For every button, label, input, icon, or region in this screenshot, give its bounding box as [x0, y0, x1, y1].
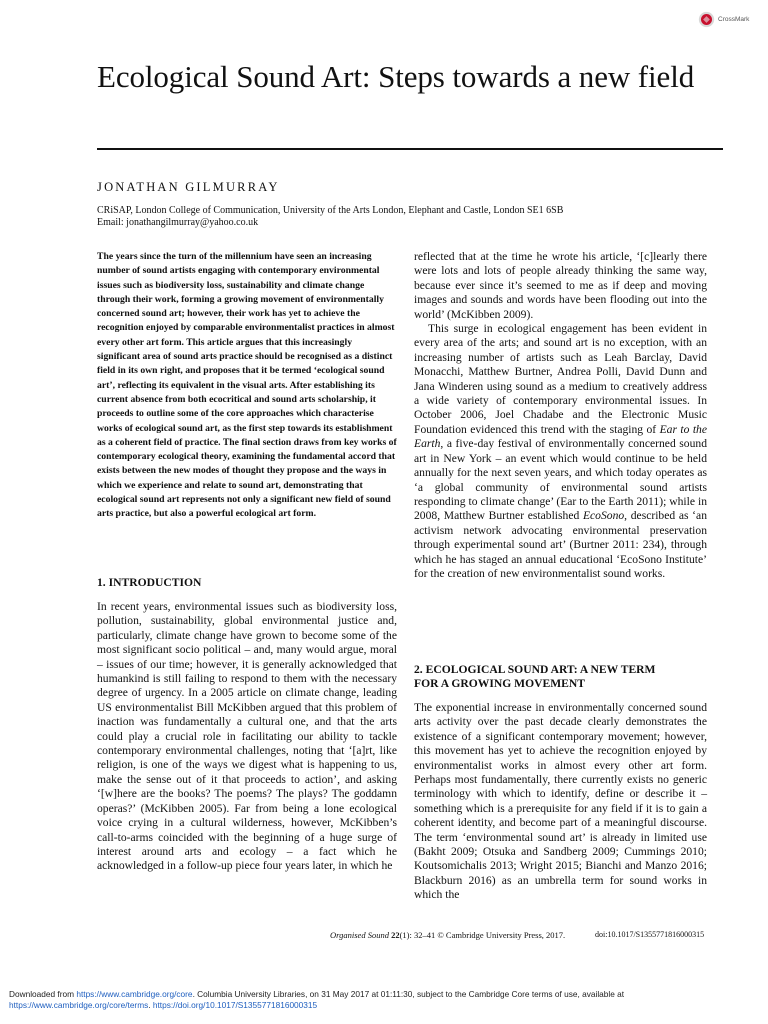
- section-2-heading-line1: 2. ECOLOGICAL SOUND ART: A NEW TERM: [414, 663, 656, 676]
- download-notice: [9, 989, 759, 1010]
- para2-text-b: , a five-day festival of environmentally concerned sound art in New York – an event which would continue to be held annually for the next seven years, and which today operates as ‘a global community of environmental sound artists responding to climate change’ (Ear to the Earth 2011); while in 2008, Matthew Burtner established: [414, 437, 707, 523]
- abstract-text: The years since the turn of the millennium have seen an increasing number of sound artists engaging with contemporary environmental issues such as biodiversity loss, sustainability and climate change through their work, forming a growing movement of environmentally concerned sound art; however, their work has yet to achieve the recognition enjoyed by comparable environmentalist practices in almost every other art form. This article argues that this increasingly significant area of sound arts practice should be recognised as a distinct field in its own right, and proposes that it be termed ‘ecological sound art’, reflecting its equivalent in the visual arts. After establishing its current absence from both ecocritical and sound arts scholarship, it proceeds to outline some of the core approaches which characterise works of ecological sound art, as the first step towards its establishment as a coherent field of practice. The final section draws from key works of contemporary ecological theory, examining the fundamental accord that exists between the new modes of thought they propose and the ways in which we experience and relate to sound art, demonstrating that ecological sound art represents not only a significant new field of sound arts practice, but also a powerful ecological art form.: [97, 251, 397, 520]
- section-1-heading: 1. INTRODUCTION: [97, 576, 202, 589]
- crossmark-label: CrossMark: [718, 15, 750, 23]
- download-prefix: Downloaded from: [9, 989, 75, 999]
- journal-name: Organised Sound: [330, 930, 389, 940]
- citation-footer: [330, 930, 565, 940]
- section-1-body: [97, 600, 397, 874]
- doi-link[interactable]: https://doi.org/10.1017/S1355771816000315: [152, 999, 318, 1010]
- affiliation-line: CRiSAP, London College of Communication, University of the Arts London, Elephant and Castle, London SE1 6SB: [97, 205, 564, 216]
- section-1-paragraph: In recent years, environmental issues such as biodiversity loss, pollution, sustainability, global environmental justice and, particularly, climate change have grown to become some of the most significant socio political – and, many would argue, moral – issues of our time; however, it is generally acknowledged that humankind is still failing to respond to them with the necessary degree of urgency. In a 2005 article on climate change, leading US environmentalist Bill McKibben argued that this problem of inaction was fundamentally a cultural one, and that the arts could play a crucial role in facilitating our ability to tackle contemporary environmental challenges, noting that ‘[a]rt, like religion, is one of the ways we digest what is happening to us, make the sense out of it that proceeds to action’, and asking ‘[w]here are the books? The poems? The plays? The goddamn operas?’ (McKibben 2005). Far from being a lone ecological voice crying in a cultural wilderness, however, McKibben’s call-to-arms coincided with the beginning of a huge surge of interest around arts and ecology – a fact which he acknowledged in a follow-up piece four years later, in which he: [97, 600, 397, 873]
- cambridge-core-link[interactable]: https://www.cambridge.org/core: [76, 989, 193, 999]
- terms-link[interactable]: https://www.cambridge.org/core/terms: [9, 999, 149, 1010]
- section-2-paragraph: The exponential increase in environmentally concerned sound arts activity over the past decade clearly demonstrates the existence of a significant contemporary movement; however, this movement has yet to achieve the recognition enjoyed by environmentalist works in almost every other art form. Perhaps most fundamentally, there currently exists no generic terminology with which to identify, define or describe it – something which is a prerequisite for any field if it is to gain a coherent identity, and become part of a meaningful discourse. The term ‘environmental sound art’ is already in limited use (Bakht 2009; Otsuka and Sandberg 2009; Cummings 2010; Koutsomichalis 2013; Wright 2015; Bianchi and Manzo 2016; Blackburn 2016) as an umbrella term for sound works in which the: [414, 701, 707, 902]
- journal-volume: 22: [391, 930, 400, 940]
- abstract-block: [97, 250, 397, 522]
- para2-text-c: , described as ‘an activism network advocating environmental preservation through experimental sound art’ (Burtner 2011: 234), through which he has staged an annual educational ‘EcoSono Institute’ for the creation of new environmentalist sound works.: [414, 509, 707, 580]
- author-email: Email: jonathangilmurray@yahoo.co.uk: [97, 217, 259, 228]
- network-title: EcoSono: [582, 509, 625, 523]
- crossmark-badge[interactable]: [698, 9, 760, 29]
- section-2-heading: [414, 663, 707, 692]
- intro-paragraph-2: [414, 322, 707, 581]
- festival-title: Ear to the Earth: [414, 422, 707, 451]
- para2-text-a: This surge in ecological engagement has been evident in every area of the arts; and sound art is no exception, with an increasing number of artists such as Leah Barclay, David Monacchi, Matthew Burtner, Andrea Polli, David Dunn and Jana Winderen using sound as a medium to creatively address a wide variety of contemporary environmental issues. In October 2006, Joel Chadabe and the Electronic Music Foundation evidenced this trend with the staging of: [414, 322, 707, 436]
- crossmark-icon: [698, 11, 715, 28]
- title-divider: [97, 148, 723, 150]
- author-affiliation: [97, 205, 563, 229]
- right-column-intro: [414, 250, 707, 581]
- author-name: JONATHAN GILMURRAY: [97, 180, 280, 194]
- article-title: Ecological Sound Art: Steps towards a new field: [97, 59, 695, 94]
- section-2-heading-line2: FOR A GROWING MOVEMENT: [414, 677, 586, 691]
- continued-paragraph: reflected that at the time he wrote his article, ‘[c]learly there were lots and lots of people already thinking the same way, because ever since it’s seemed to me as if deep and moving images and sounds and words have been flooding out into the world’ (McKibben 2009).: [414, 250, 707, 321]
- download-middle-text: . Columbia University Libraries, on 31 May 2017 at 01:11:30, subject to the Cambridge Core terms of use, available at: [192, 989, 625, 999]
- doi-footer: doi:10.1017/S1355771816000315: [595, 930, 705, 939]
- link-separator: .: [148, 999, 151, 1010]
- issue-pages: (1): 32–41 © Cambridge University Press, 2017.: [399, 930, 566, 940]
- section-2-body: [414, 701, 707, 903]
